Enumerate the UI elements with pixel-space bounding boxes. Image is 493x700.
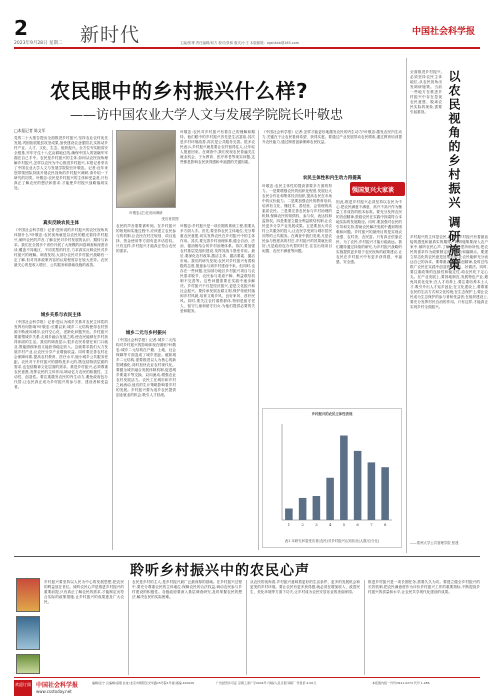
chart-bar [381, 467, 389, 520]
field-research-photo [116, 130, 176, 208]
chart-tick-label: 8 [383, 522, 387, 527]
byline: □本报记者 陈文军 [14, 128, 46, 133]
bottom-divider-3 [364, 580, 365, 675]
sidebar-text-b: 乡村振兴的主体是农民,农民对乡村振兴有着最直接的感受和最真实的期待。调研施策要深入农户家中,倾听农民心声,了解农民所思所盼所忧,把农民的需求作为政策制定的出发点和落脚点。要建立常态化的农民意见征集机制,让农民能够充分表达自己的诉求。要尊重农民的首创精神,及时总结推广农民在实践中创造的好经验、好做法。同时,要注重政策的连续性和稳定性,给农民吃下定心丸。在产业发展上,要因地制宜,发展特色产业,避免同质化竞争;在人才培养上,要注重培养本土人才,吸引外出人才返乡创业;在文化建设上,要尊重农民的生活方式和文化传统;在生态保护上,要让农民成为生态保护的参与者和受益者;在组织建设上,要充分发挥村民自治的作用。只有这样,才能真正实现乡村全面振兴。 [410, 235, 488, 309]
chart-tick-label: 3 [315, 522, 318, 527]
sidebar-author: ——郑州大学公共管理学院 张建 [410, 541, 459, 545]
bottom-text-2: 农民是乡村的主人,是乡村振兴最广泛最深厚的基础。在乡村振兴过程中,要充分尊重农民的主体地位,保障农民的合法权益,调动农民参与乡村建设的积极性。各级政府要深入基层调查研究,及时掌握农民的想法,解决农民的实际困难。 [132, 580, 242, 599]
column-divider [112, 130, 113, 550]
article-text-col1c: 《中国社会科学报》记者:您认为城乡关系对农民主体性的发挥有何影响?叶敬忠:长期以来,城乡二元结构使得农村资源不断流向城市,农村空心化、老龄化问题突出。乡村振兴要重塑城乡关系,走城乡融合发展之路,使农民能够在乡村获得体面的生活。我们的调查显示,很多农民希望在家门口就业,既能照顾家庭又能获得稳定收入。这就要求我们大力发展乡村产业,让农民分享产业增值收益。同时要完善农村社会保障体系,提高农村教育、医疗水平,缩小城乡公共服务差距。农民对于乡村振兴的期待是多元的,既包括物质层面的需求,也包括精神文化层面的需求。推进乡村振兴,必须尊重农民意愿,发挥农民的主体作用,调动亿万农民的积极性、主动性、创造性。要注重激发农民的内生动力,避免政府包办代替,让农民真正成为乡村振兴的参与者、建设者和受益者。 [14, 320, 108, 389]
header-rule [14, 47, 480, 49]
photo-credit: 受访者供图 [161, 217, 179, 221]
photo-caption: 叶敬忠(左)在田间调研 [129, 211, 163, 215]
date-line: 2023年9月28日 星期二 [14, 41, 63, 46]
article-text-col3a: 叶敬忠:乡村振兴是一项长期的系统工程,需要从多方面入手。首先,要坚持农民主体地位,充分尊重农民意愿,切实发挥农民在乡村振兴中的主体作用。其次,要完善乡村治理体系,健全自治、法治、德治相结合的乡村治理体系。再次,要加强农村基层党组织建设,发挥其战斗堡垒作用。最后,要深化农村改革,激活主体、激活要素、激活市场。我们的研究发现,农民对乡村振兴有着积极的态度,愿意参与到乡村建设中来。但同时,也存在一些问题,比如部分地区乡村振兴项目与农民需求脱节、农民参与渠道不畅、利益联结机制不完善等。这些问题需要在实践中逐步解决。乡村振兴不仅是经济振兴,更是文化振兴和社会振兴。要传承发展农耕文明,保护传统村落和乡村风貌,培育文明乡风、良好家风、淳朴民风。同时,要关注农村弱势群体,特别是留守老人、留守儿童和留守妇女,为他们提供必要的关爱和服务。 [180, 224, 255, 313]
page-number: 2 [14, 16, 28, 40]
section-heading-2: 城乡关系与农民主体 [40, 313, 82, 318]
bar-chart [270, 420, 394, 532]
section-title: 新时代 [80, 24, 141, 46]
footer-logo: 中国社会科学报 [36, 682, 79, 689]
book-cover-2 [16, 616, 40, 650]
chart-title: 乡村振兴的农民主体性表现 [311, 412, 353, 416]
book-cover-1 [16, 578, 40, 612]
chart-bar [326, 478, 334, 520]
bottom-headline: 聆听乡村振兴中的农民心声 [130, 563, 310, 579]
article-text-col1b: 《中国社会科学报》记者:您所说的乡村振兴的农民视角具体指什么?叶敬忠:农民视角就是以农民的眼光看待乡村振兴,倾听农民的声音,了解农民对乡村发展的认识、期待与诉求。我们在全国多个省份开展了大规模的问卷调查和深度访谈,覆盖不同地区、不同类型的村庄,力求真实反映农民对乡村振兴的理解。调查发现,大部分农民对乡村振兴战略有一定了解,但对具体政策内容的认知程度存在较大差异。农民最关心的是收入增长、公共服务和基础设施的改善。 [14, 228, 108, 267]
article-text-col4b: 叶敬忠:农民主体性的提高需要多方面的努力。一是要增强农民的组织化程度,发展壮大农民合作社和集体经济组织,提高农民在市场中的议价能力。二是要加强农民的教育培训,培养有文化、懂技术、善经营、会管理的高素质农民。三是要完善农民参与乡村治理的机制,保障农民的知情权、参与权、表达权和监督权。四是要建立健全利益联结机制,让农民更多分享产业发展成果。五是要加大对农村公共服务的投入,让农民享受到与城市居民同等的公共服务。在调查中我们发现,凡是农民参与程度高的村庄,乡村振兴的效果就比较好;凡是政府包办代替的村庄,往往出现项目闲置、农民不满意等问题。 [262, 184, 332, 253]
footer-rule [14, 677, 480, 678]
article-text-col2c: 《中国社会科学报》记者:城乡二元结构对乡村振兴的影响体现在哪里?叶敬忠:城乡二元结构在户籍、土地、社会保障等方面造成了城乡差距。破除城乡二元结构,需要推进以人为核心的新型城镇化,同时加快农业农村现代化。要健全城乡融合发展体制机制,促进城乡要素平等交换、双向流动,增强农业农村发展活力。农民工在城市和乡村之间流动,他们的生计策略影响着乡村的发展。乡村振兴要为返乡农民提供创业就业的机会,吸引人才回流。 [116, 338, 176, 397]
section-heading-1: 真实反映农民主体 [43, 221, 79, 226]
chart-bar [285, 508, 293, 520]
newspaper-logo: 中国社会科学报 [411, 27, 475, 37]
main-headline: 农民眼中的乡村振兴什么样? [50, 79, 309, 103]
chart-tick-label: 7 [370, 522, 373, 527]
column-divider-2 [258, 130, 259, 550]
section-heading-3: 城乡二元与乡村振兴 [125, 331, 167, 336]
article-text-col5: 因此,推进乡村振兴必须坚持以农民为中心,把农民满意不满意、高兴不高兴作为衡量工作成效的根本标准。要充分发挥农民的首创精神,鼓励农民在实践中探索符合本地实际的发展路径。同时,要加强对农民的引导和支持,帮助农民解决发展中遇到的困难和问题。乡村振兴的最终目的是实现农业强、农村美、农民富。只有真正依靠农民、为了农民,乡村振兴才能行稳致远。我们期待通过持续的研究,为乡村振兴战略的实施提供更多基于农民视角的政策建议,让农民在乡村振兴中有更多获得感、幸福感、安全感。 [336, 200, 402, 264]
editor-line: 主编/张博 责任编辑/何方 校对/张林 版式/小王 本版邮箱：zgshkxb@163.com [180, 41, 300, 45]
chart-caption: 表1 本研究问卷受访者(农民)对乡村振兴认知状况(人数/百分比) [284, 539, 380, 543]
chart-tick-label: 1 [287, 522, 291, 527]
chart-tick-label: 6 [356, 522, 359, 527]
article-text-col4a: 《中国社会科学报》记者:怎样才能更好地激发农民的内生动力?叶敬忠:激发农民内生动力,关键在于让农民看到希望、获得实惠。要通过产业发展带动农民增收,通过教育培训提升农民能力,通过制度创新保障农民权益。 [262, 130, 402, 144]
main-subhead: ——访中国农业大学人文与发展学院院长叶敬忠 [70, 108, 344, 123]
bottom-text-3: 从农民的视角看,乡村振兴意味着更好的生活条件、更多的发展机会和更美的乡村环境。要让农民有更多获得感,就必须在增加收入、改善民生、美化环境等方面下功夫,让乡村成为农民安居乐业的美丽家园。 [250, 580, 360, 594]
sidebar-divider [406, 58, 407, 553]
chart-bar [313, 496, 321, 520]
bottom-rule [14, 556, 480, 557]
sidebar-title: 以农民视角的乡村振兴 调研施策 [447, 70, 461, 273]
article-text-col2a: 叶敬忠:农民对乡村振兴有着自己的理解和期待。他们眼中的乡村振兴首先是生活富裕,其次是乡村环境改善,再次是公共服务完善。很多农民表示,乡村振兴就是要让农村留得住人,让年轻人愿意回来。在调查中,我们发现农民普遍关注就业机会、子女教育、医疗养老等现实问题,这些都是影响农民获得感和幸福感的关键因素。 [180, 130, 255, 164]
chart-bar [354, 451, 362, 520]
bottom-divider-2 [246, 580, 247, 675]
subscribe-stamp[interactable]: 欢迎订阅 [14, 680, 32, 696]
chart-tick-label: 4 [328, 522, 332, 527]
bottom-text-1: 乡村振兴要坚持以人民为中心的发展思想,把农民的利益放在首位。倾听农民心声是推进乡村振兴的重要前提,只有真正了解农民的需求,才能制定出符合实际的政策措施,让乡村振兴的成果惠及广大农民。 [44, 580, 124, 604]
footer-info-right: 本报国内统一刊号CN11-0274 代号 1-286 [372, 681, 430, 685]
bottom-divider-1 [128, 580, 129, 675]
section-heading-4: 农民主体性和内生动力再提高 [302, 176, 362, 181]
article-text-col2b: 农民的声音需要被听到。在乡村振兴的规划和实施过程中,应该建立农民参与的机制,让农民在村庄规划、项目选择、资金使用等方面有更多话语权。只有这样,乡村振兴才能真正符合农民的需求。 [116, 224, 176, 253]
chart-bar [299, 498, 307, 520]
footer-info-left: 编辑/张宁 总编辑/高翔 社址/北京市朝阳区光华路15号院1号楼 邮编:100026 [92, 681, 195, 685]
chart-tick-label: 5 [342, 522, 346, 527]
chart-tick-label: 2 [301, 522, 304, 527]
chart-bar [340, 436, 348, 520]
footer-info-mid: 广告经营许可证 京朝工商广字0044号 印刷/人民日报印刷厂 零售价:2.00元 [216, 681, 317, 685]
book-cover-3 [16, 654, 40, 674]
bottom-text-4: 推进乡村振兴是一项长期任务,需要久久为功。要建立健全乡村振兴的长效机制,把农民满意度作为评价乡村振兴工作的重要指标,不断提高乡村振兴的质量和水平,让农民共享现代化建设的成果。 [368, 580, 480, 594]
chart-bar [368, 462, 376, 520]
footer-url[interactable]: www.csstoday.net [36, 689, 72, 694]
banner-text: 强国复兴大家谈 [352, 187, 395, 194]
article-text-col1a: 党的二十大报告提出全面推进乡村振兴,坚持农业农村优先发展,巩固拓展脱贫攻坚成果,加快建设农业强国,扎实推动乡村产业、人才、文化、生态、组织振兴。全方位夯实粮食安全根基,牢牢守住十八亿亩耕地红线,确保中国人的饭碗牢牢端在自己手中。农民是乡村振兴的主体,如何从农民视角理解乡村振兴,怎样以农民为中心推进乡村振兴,本报记者采访了中国农业大学人文与发展学院院长叶敬忠。记者:近年来您带领团队持续开展农民视角的乡村振兴调研,请介绍一下研究的初衷。叶敬忠:农民是乡村振兴的主体和受益者,只有真正了解农民的想法和需求,才能使乡村振兴战略落到实处。 [14, 136, 108, 190]
sidebar-text-a: 全面推进乡村振兴,必须坚持农民主体地位,从农民视角出发调研施策。当前一些地方在推进乡村振兴中存在忽视农民意愿、脱离农民实际的现象,需要引起重视。 [410, 70, 442, 114]
